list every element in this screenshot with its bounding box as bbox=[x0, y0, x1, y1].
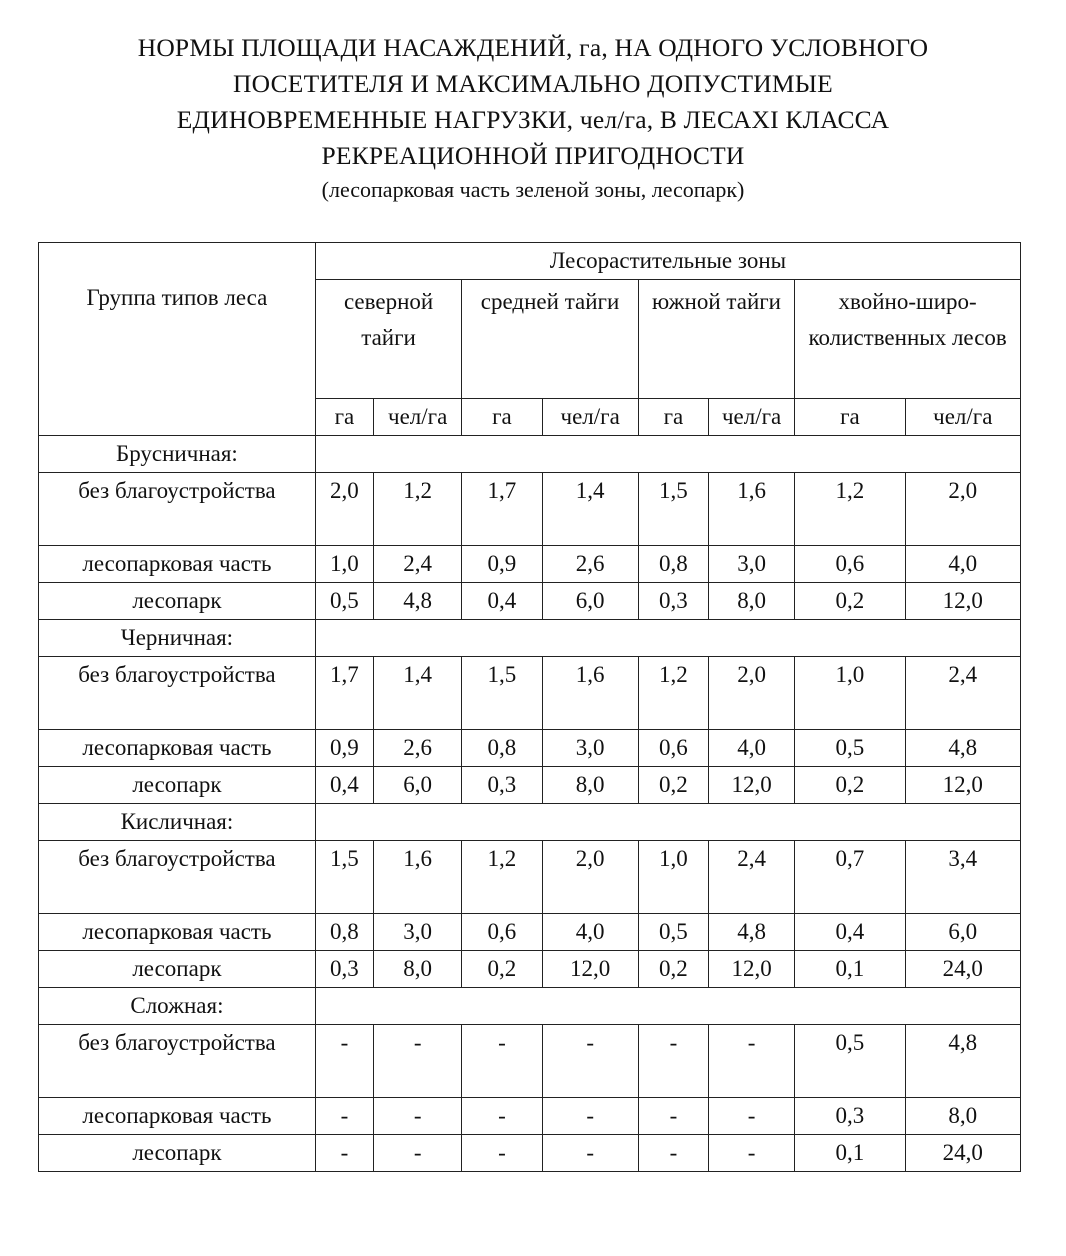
zone-header-north: северной тайги bbox=[315, 280, 461, 399]
value-cell: 1,7 bbox=[315, 657, 373, 730]
value-cell: 1,2 bbox=[374, 473, 462, 546]
table-row bbox=[39, 473, 1021, 546]
value-cell: - bbox=[462, 1098, 542, 1135]
value-cell: 1,2 bbox=[638, 657, 708, 730]
table-row bbox=[39, 657, 1021, 730]
value-cell: 2,6 bbox=[374, 730, 462, 767]
value-cell: - bbox=[315, 1025, 373, 1098]
value-cell: 1,5 bbox=[462, 657, 542, 730]
value-cell: 3,0 bbox=[374, 914, 462, 951]
group-row bbox=[39, 988, 1021, 1025]
value-cell: 4,0 bbox=[905, 546, 1020, 583]
table-row bbox=[39, 1098, 1021, 1135]
unit-header: га bbox=[638, 399, 708, 436]
value-cell: 0,2 bbox=[795, 583, 905, 620]
value-cell: 3,0 bbox=[542, 730, 638, 767]
value-cell: 4,0 bbox=[542, 914, 638, 951]
unit-header: чел/га bbox=[542, 399, 638, 436]
value-cell: 4,8 bbox=[905, 730, 1020, 767]
group-name: Сложная: bbox=[39, 988, 316, 1025]
value-cell: 0,3 bbox=[795, 1098, 905, 1135]
value-cell: 4,8 bbox=[709, 914, 795, 951]
row-label: без благоустройства bbox=[39, 841, 316, 914]
value-cell: 1,4 bbox=[542, 473, 638, 546]
value-cell: 2,0 bbox=[315, 473, 373, 546]
unit-header: га bbox=[315, 399, 373, 436]
value-cell: 1,0 bbox=[315, 546, 373, 583]
title-line-4: РЕКРЕАЦИОННОЙ ПРИГОДНОСТИ bbox=[321, 141, 745, 170]
value-cell: 1,6 bbox=[374, 841, 462, 914]
value-cell: 1,6 bbox=[709, 473, 795, 546]
value-cell: 0,3 bbox=[638, 583, 708, 620]
unit-header: га bbox=[795, 399, 905, 436]
zone-header-south: южной тайги bbox=[638, 280, 794, 399]
value-cell: 12,0 bbox=[905, 767, 1020, 804]
group-row-filler bbox=[315, 620, 1020, 657]
value-cell: 0,5 bbox=[795, 730, 905, 767]
value-cell: 0,1 bbox=[795, 951, 905, 988]
norms-table bbox=[38, 242, 1021, 1172]
row-label: лесопарк bbox=[39, 583, 316, 620]
value-cell: 2,0 bbox=[542, 841, 638, 914]
unit-header: га bbox=[462, 399, 542, 436]
group-header-cell bbox=[39, 243, 316, 436]
value-cell: 24,0 bbox=[905, 951, 1020, 988]
value-cell: 0,9 bbox=[315, 730, 373, 767]
group-name: Кисличная: bbox=[39, 804, 316, 841]
value-cell: 0,7 bbox=[795, 841, 905, 914]
table-row bbox=[39, 1025, 1021, 1098]
row-label: лесопарковая часть bbox=[39, 546, 316, 583]
value-cell: 4,0 bbox=[709, 730, 795, 767]
value-cell: 0,5 bbox=[315, 583, 373, 620]
value-cell: 6,0 bbox=[905, 914, 1020, 951]
value-cell: - bbox=[462, 1135, 542, 1172]
value-cell: - bbox=[709, 1025, 795, 1098]
table-row bbox=[39, 730, 1021, 767]
value-cell: 0,6 bbox=[795, 546, 905, 583]
value-cell: - bbox=[542, 1135, 638, 1172]
unit-header: чел/га bbox=[709, 399, 795, 436]
value-cell: 0,8 bbox=[462, 730, 542, 767]
value-cell: 2,0 bbox=[905, 473, 1020, 546]
row-label: лесопарк bbox=[39, 1135, 316, 1172]
unit-header: чел/га bbox=[374, 399, 462, 436]
row-label: лесопарк bbox=[39, 767, 316, 804]
value-cell: 1,5 bbox=[638, 473, 708, 546]
group-row bbox=[39, 436, 1021, 473]
group-header: Группа типов леса bbox=[86, 285, 268, 310]
table-body bbox=[39, 436, 1021, 1172]
value-cell: 1,0 bbox=[638, 841, 708, 914]
row-label: без благоустройства bbox=[39, 657, 316, 730]
value-cell: 0,4 bbox=[315, 767, 373, 804]
value-cell: 1,4 bbox=[374, 657, 462, 730]
unit-header: чел/га bbox=[905, 399, 1020, 436]
document-title bbox=[0, 30, 1066, 206]
value-cell: 0,6 bbox=[638, 730, 708, 767]
zone-header-mixed: хвойно-широ-колиственных лесов bbox=[795, 280, 1021, 399]
value-cell: 3,4 bbox=[905, 841, 1020, 914]
value-cell: 12,0 bbox=[905, 583, 1020, 620]
title-line-3: ЕДИНОВРЕМЕННЫЕ НАГРУЗКИ, чел/га, В ЛЕСАХI КЛАССА bbox=[176, 105, 890, 134]
value-cell: - bbox=[709, 1135, 795, 1172]
row-label: без благоустройства bbox=[39, 1025, 316, 1098]
table-row bbox=[39, 546, 1021, 583]
group-row bbox=[39, 804, 1021, 841]
value-cell: 0,3 bbox=[462, 767, 542, 804]
table-row bbox=[39, 767, 1021, 804]
value-cell: 0,1 bbox=[795, 1135, 905, 1172]
value-cell: 0,9 bbox=[462, 546, 542, 583]
value-cell: 6,0 bbox=[374, 767, 462, 804]
value-cell: 0,4 bbox=[462, 583, 542, 620]
value-cell: 2,0 bbox=[709, 657, 795, 730]
value-cell: 2,6 bbox=[542, 546, 638, 583]
value-cell: 2,4 bbox=[905, 657, 1020, 730]
value-cell: - bbox=[462, 1025, 542, 1098]
value-cell: 3,0 bbox=[709, 546, 795, 583]
value-cell: 24,0 bbox=[905, 1135, 1020, 1172]
value-cell: 1,5 bbox=[315, 841, 373, 914]
table-row bbox=[39, 914, 1021, 951]
value-cell: 0,2 bbox=[638, 951, 708, 988]
value-cell: - bbox=[315, 1135, 373, 1172]
group-name: Черничная: bbox=[39, 620, 316, 657]
value-cell: 8,0 bbox=[542, 767, 638, 804]
value-cell: 12,0 bbox=[542, 951, 638, 988]
value-cell: 1,6 bbox=[542, 657, 638, 730]
group-row-filler bbox=[315, 804, 1020, 841]
value-cell: 1,0 bbox=[795, 657, 905, 730]
value-cell: 0,5 bbox=[795, 1025, 905, 1098]
value-cell: - bbox=[374, 1135, 462, 1172]
value-cell: - bbox=[638, 1025, 708, 1098]
row-label: лесопарк bbox=[39, 951, 316, 988]
group-row bbox=[39, 620, 1021, 657]
value-cell: 0,3 bbox=[315, 951, 373, 988]
value-cell: 0,4 bbox=[795, 914, 905, 951]
value-cell: 1,2 bbox=[462, 841, 542, 914]
value-cell: - bbox=[374, 1098, 462, 1135]
value-cell: 0,2 bbox=[795, 767, 905, 804]
zones-header-cell bbox=[315, 243, 1020, 280]
value-cell: 8,0 bbox=[905, 1098, 1020, 1135]
value-cell: - bbox=[709, 1098, 795, 1135]
table-row bbox=[39, 583, 1021, 620]
title-line-2: ПОСЕТИТЕЛЯ И МАКСИМАЛЬНО ДОПУСТИМЫЕ bbox=[233, 69, 833, 98]
value-cell: 0,5 bbox=[638, 914, 708, 951]
table-row bbox=[39, 841, 1021, 914]
subtitle: (лесопарковая часть зеленой зоны, лесопарк) bbox=[321, 177, 745, 202]
value-cell: 12,0 bbox=[709, 767, 795, 804]
value-cell: - bbox=[542, 1025, 638, 1098]
value-cell: 2,4 bbox=[374, 546, 462, 583]
group-row-filler bbox=[315, 436, 1020, 473]
group-name: Брусничная: bbox=[39, 436, 316, 473]
value-cell: 8,0 bbox=[374, 951, 462, 988]
value-cell: 6,0 bbox=[542, 583, 638, 620]
value-cell: - bbox=[638, 1135, 708, 1172]
row-label: лесопарковая часть bbox=[39, 1098, 316, 1135]
group-row-filler bbox=[315, 988, 1020, 1025]
table-row bbox=[39, 1135, 1021, 1172]
row-label: лесопарковая часть bbox=[39, 914, 316, 951]
table-row bbox=[39, 951, 1021, 988]
value-cell: - bbox=[374, 1025, 462, 1098]
value-cell: - bbox=[542, 1098, 638, 1135]
value-cell: 0,8 bbox=[315, 914, 373, 951]
value-cell: 8,0 bbox=[709, 583, 795, 620]
zones-header: Лесорастительные зоны bbox=[549, 248, 787, 273]
value-cell: 12,0 bbox=[709, 951, 795, 988]
value-cell: - bbox=[638, 1098, 708, 1135]
value-cell: - bbox=[315, 1098, 373, 1135]
row-label: без благоустройства bbox=[39, 473, 316, 546]
row-label: лесопарковая часть bbox=[39, 730, 316, 767]
zone-header-middle: средней тайги bbox=[462, 280, 639, 399]
value-cell: 1,7 bbox=[462, 473, 542, 546]
value-cell: 4,8 bbox=[374, 583, 462, 620]
title-line-1: НОРМЫ ПЛОЩАДИ НАСАЖДЕНИЙ, га, НА ОДНОГО УСЛОВНОГО bbox=[137, 33, 929, 62]
value-cell: 0,8 bbox=[638, 546, 708, 583]
value-cell: 0,2 bbox=[638, 767, 708, 804]
value-cell: 2,4 bbox=[709, 841, 795, 914]
value-cell: 1,2 bbox=[795, 473, 905, 546]
value-cell: 0,6 bbox=[462, 914, 542, 951]
value-cell: 4,8 bbox=[905, 1025, 1020, 1098]
value-cell: 0,2 bbox=[462, 951, 542, 988]
